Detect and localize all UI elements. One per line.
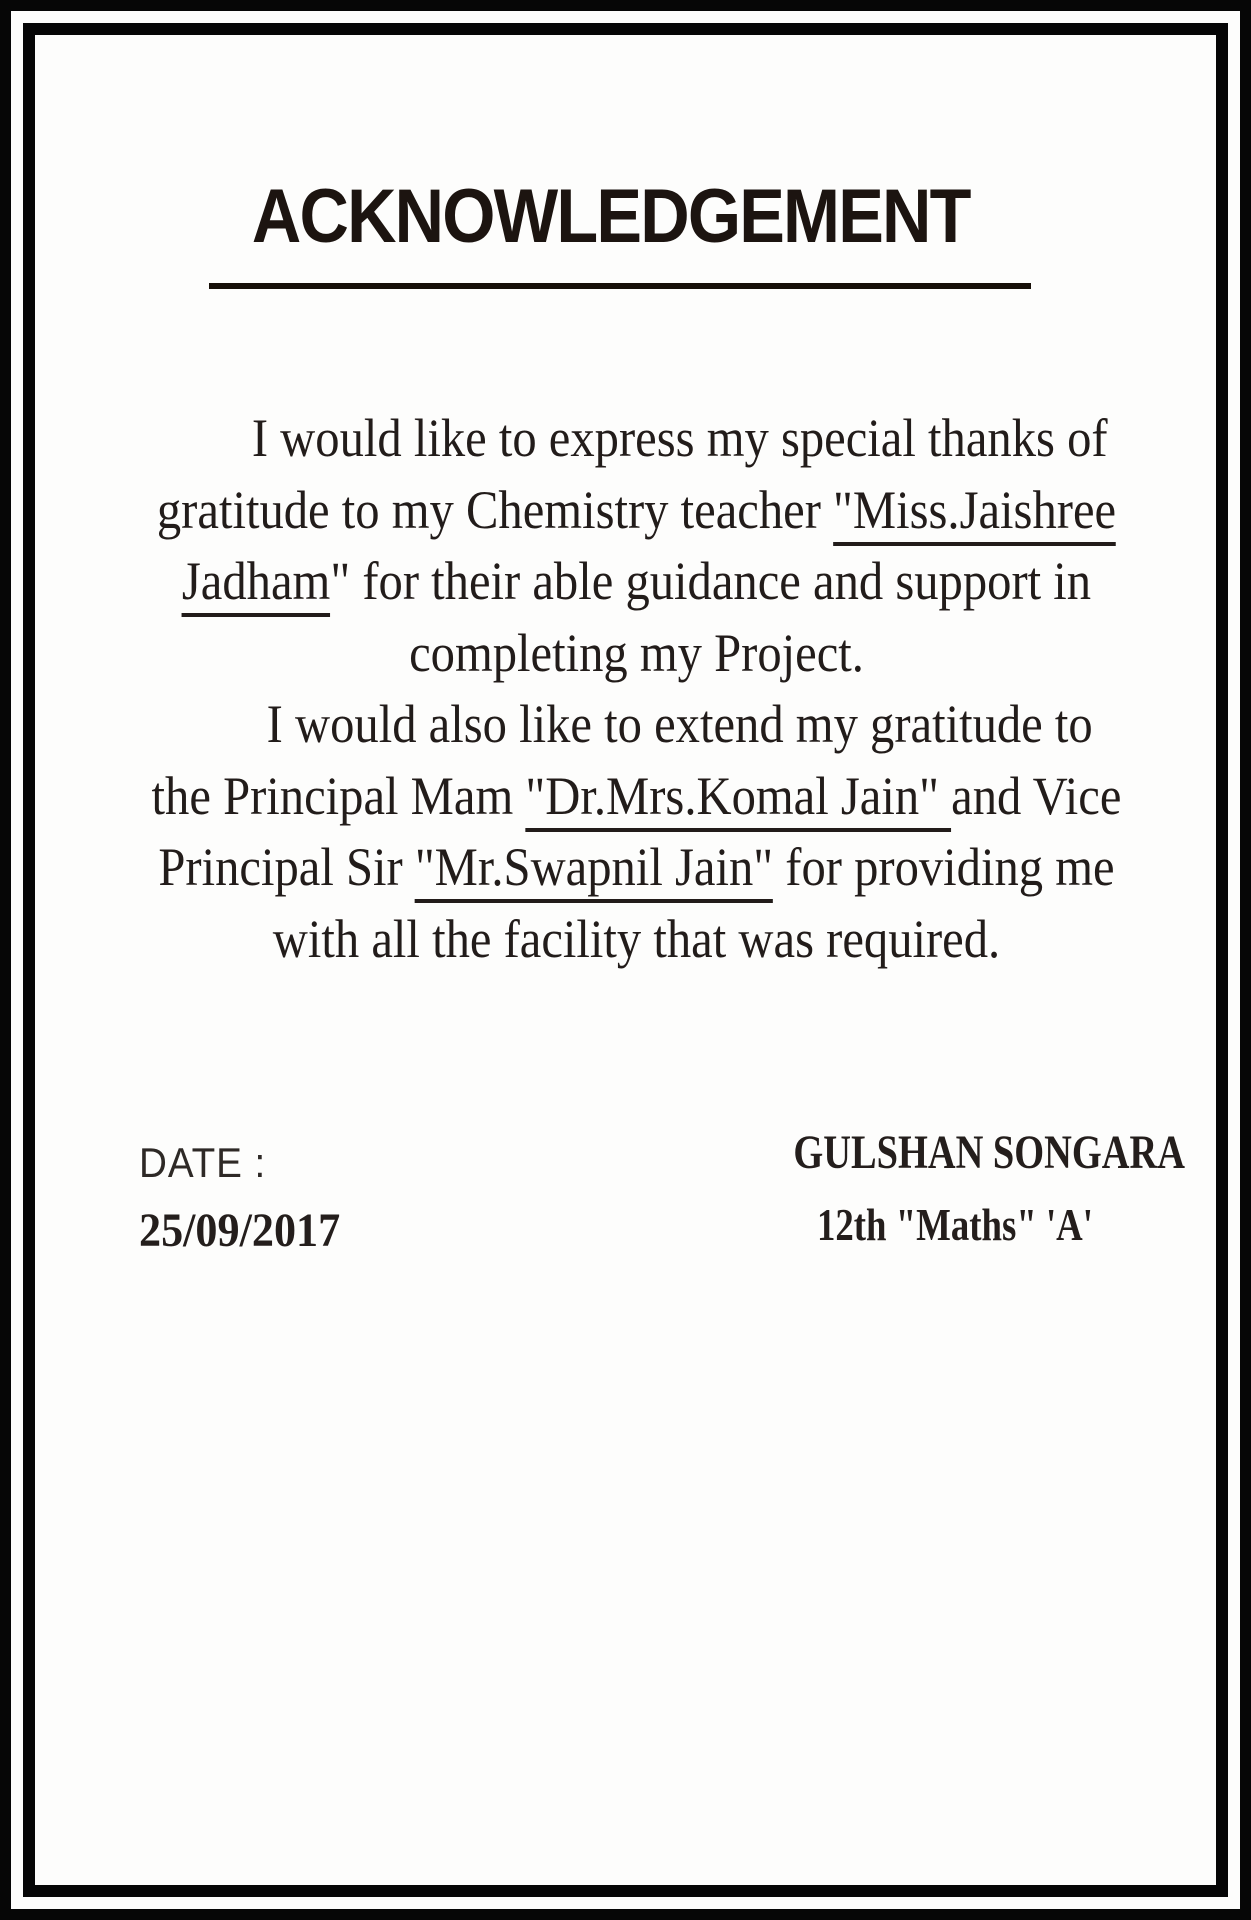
body-text-segment: and Vice xyxy=(951,765,1122,826)
body-line xyxy=(74,618,1200,690)
body-line xyxy=(74,761,1200,833)
body-text xyxy=(74,403,1200,975)
underlined-name: "Mr.Swapnil Jain" xyxy=(415,837,773,903)
student-class: 12th "Maths" 'A' xyxy=(817,1199,1093,1250)
body-text-segment: completing my Project. xyxy=(409,622,864,683)
signature-block xyxy=(793,1119,1185,1259)
body-line xyxy=(117,689,1243,761)
student-name: GULSHAN SONGARA xyxy=(793,1126,1185,1179)
page-title: ACKNOWLEDGEMENT xyxy=(251,174,970,259)
title-underline xyxy=(209,283,1031,289)
date-value: 25/09/2017 xyxy=(139,1204,341,1257)
date-block xyxy=(139,1129,340,1265)
body-text-segment: Principal Sir xyxy=(158,837,415,897)
body-text-segment: gratitude to my Chemistry teacher xyxy=(156,479,834,540)
body-text-segment: the Principal Mam xyxy=(151,765,526,826)
underlined-name: "Dr.Mrs.Komal Jain" xyxy=(525,766,951,832)
body-text-segment: " for their able guidance and support in xyxy=(330,551,1092,611)
body-line xyxy=(117,403,1243,475)
body-text-segment: I would like to express my special thanks of xyxy=(251,408,1108,468)
underlined-name: Jadham xyxy=(182,551,330,617)
body-text-segment: I would also like to extend my gratitude to xyxy=(266,694,1093,754)
body-line xyxy=(74,546,1200,618)
body-text-segment: with all the facility that was required. xyxy=(272,908,1001,969)
underlined-name: "Miss.Jaishree xyxy=(833,480,1116,546)
title-block xyxy=(11,174,1210,259)
body-line xyxy=(74,832,1200,904)
date-label: DATE : xyxy=(139,1139,267,1186)
body-text-segment: for providing me xyxy=(773,837,1115,897)
body-line xyxy=(74,904,1200,976)
body-line xyxy=(74,475,1200,547)
